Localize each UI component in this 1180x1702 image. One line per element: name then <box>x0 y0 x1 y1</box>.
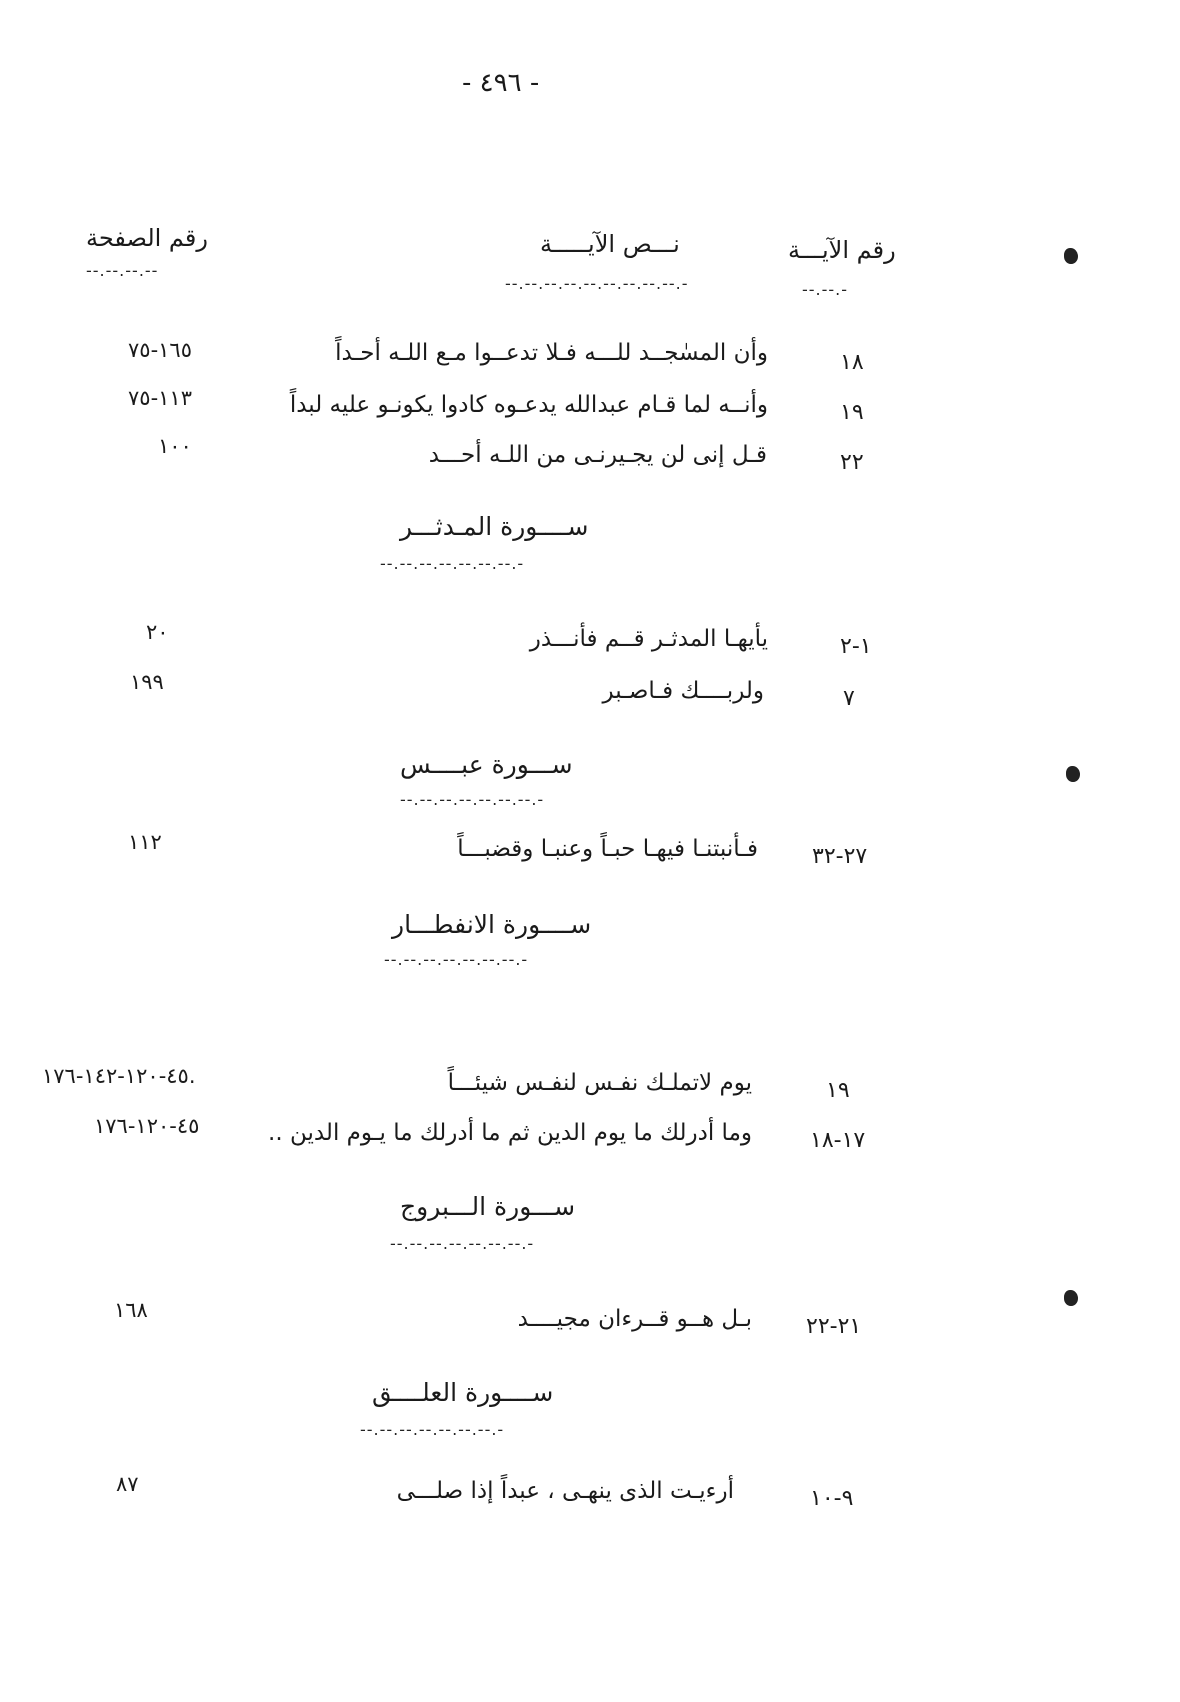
header-page-no-rule: --.--.--.-- <box>86 261 159 280</box>
row-page: ١٠٠ <box>158 434 192 458</box>
row-page: ٤٥-١٢٠-١٧٦ <box>94 1114 200 1138</box>
row-number: ١٧-١٨ <box>810 1128 866 1153</box>
row-text: ولربــــك فـاصـبر <box>602 678 764 704</box>
row-text: فـأنبتنـا فيهـا حبـاً وعنبـا وقضبـــاً <box>457 836 758 862</box>
row-number: ١-٢ <box>840 634 872 659</box>
row-text: أرءيـت الذى ينهـى ، عبداً إذا صلـــى <box>396 1478 734 1504</box>
row-number: ١٨ <box>840 350 864 375</box>
row-number: ٢١-٢٢ <box>806 1314 862 1339</box>
row-number: ٢٢ <box>840 450 864 475</box>
surah-title-infitar: ســــورة الانفطـــار <box>392 910 592 939</box>
surah-title-rule: --.--.--.--.--.--.--.- <box>400 790 545 809</box>
row-text: وما أدرلك ما يوم الدين ثم ما أدرلك ما يـوم الدين .. <box>268 1120 752 1146</box>
row-number: ٩-١٠ <box>810 1486 854 1511</box>
row-page: ١١٢ <box>128 830 162 854</box>
row-text: وأن المسٰجــد للـــه فـلا تدعــوا مـع اللـه أحـداً <box>335 340 768 366</box>
row-page: ١٩٩ <box>130 670 164 694</box>
header-page-no: رقم الصفحة <box>86 224 208 252</box>
surah-title-buruj: ســـورة الـــبروج <box>400 1192 576 1221</box>
row-text: وأنــه لما قـام عبدالله يدعـوه كادوا يكونـو عليه لبداً <box>289 392 768 418</box>
header-ayah-no: رقم الآيـــة <box>788 236 896 264</box>
header-ayah-no-rule: --.--.- <box>802 280 849 299</box>
row-text: قـل إنى لن يجـيرنـى من اللـه أحـــد <box>428 442 767 468</box>
row-number: ١٩ <box>826 1078 850 1103</box>
row-page: ١٦٥-٧٥ <box>128 338 192 362</box>
row-page: ١٦٨ <box>114 1298 148 1322</box>
binding-hole-mark <box>1064 248 1078 264</box>
row-page: ٤٥-١٢٠-١٤٢-١٧٦. <box>42 1064 196 1088</box>
row-number: ١٩ <box>840 400 864 425</box>
surah-title-rule: --.--.--.--.--.--.--.- <box>384 950 529 969</box>
surah-title-muddathir: ســــورة المـدثـــر <box>400 512 589 541</box>
row-number: ٢٧-٣٢ <box>812 844 868 869</box>
row-page: ١١٣-٧٥ <box>128 386 192 410</box>
row-number: ٧ <box>843 686 855 711</box>
row-page: ٢٠ <box>146 620 169 644</box>
header-ayah-text-rule: --.--.--.--.--.--.--.--.--.- <box>505 274 689 293</box>
page-number: - ٤٩٦ - <box>462 68 540 98</box>
surah-title-rule: --.--.--.--.--.--.--.- <box>360 1420 505 1439</box>
binding-hole-mark <box>1064 1290 1078 1306</box>
surah-title-rule: --.--.--.--.--.--.--.- <box>390 1234 535 1253</box>
surah-title-alaq: ســــورة العلــــق <box>372 1378 554 1407</box>
header-ayah-text: نـــص الآيـــــة <box>540 230 680 258</box>
surah-title-rule: --.--.--.--.--.--.--.- <box>380 554 525 573</box>
binding-hole-mark <box>1066 766 1080 782</box>
row-text: بـل هــو قــرءان مجيــــد <box>517 1306 752 1332</box>
row-page: ٨٧ <box>116 1472 139 1496</box>
row-text: يأيهـا المدثـر قــم فأنـــذر <box>529 626 768 652</box>
surah-title-abasa: ســـورة عبــــس <box>400 750 573 779</box>
row-text: يوم لاتملـك نفـس لنفـس شيئـــاً <box>447 1070 752 1096</box>
